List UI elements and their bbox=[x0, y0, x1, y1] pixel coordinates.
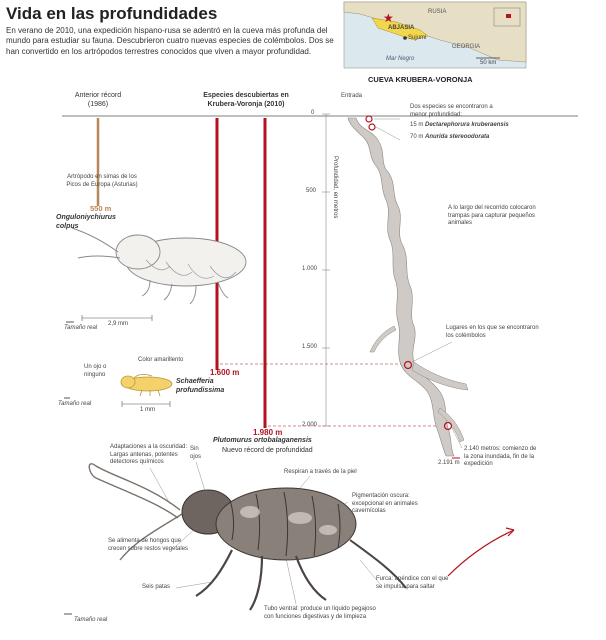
plutomurus-name: Plutomurus ortobalaganensis bbox=[213, 437, 312, 444]
two-species-note: Dos especies se encontraron a menor profundidad: bbox=[410, 104, 493, 118]
map-scale-label: 50 km bbox=[480, 60, 497, 66]
plutomurus-depth: 1.980 m bbox=[253, 428, 283, 437]
traps-note: A lo largo del recorrido colocaron trampas para capturar pequeños animales bbox=[448, 205, 536, 226]
depth-axis bbox=[322, 114, 330, 426]
depth-axis-label: Profundidad, en metros bbox=[332, 156, 338, 219]
depth-tick-1000: 1.000 bbox=[302, 266, 318, 272]
sujumi-dot bbox=[403, 36, 407, 40]
cave-marker-15m bbox=[366, 116, 372, 122]
anatomy-pigmentation: Pigmentación oscura: excepcional en animales cavernícolas bbox=[352, 493, 418, 514]
anatomy-feeds: Se alimenta de hongos que crecen sobre restos vegetales bbox=[108, 538, 189, 552]
onguloni-habitat: Artrópodo en simas de los Picos de Europa (Asturias) bbox=[66, 174, 138, 188]
map-label-sujumi: Sujumi bbox=[408, 35, 427, 41]
map-label-russia: RUSIA bbox=[428, 9, 447, 15]
schaefferia-depth: 1.600 m bbox=[210, 368, 240, 377]
onguloni-name: Onguloniychiurus colpus bbox=[56, 214, 116, 230]
page-title: Vida en las profundidades bbox=[6, 4, 218, 23]
map-label-georgia: GEORGIA bbox=[452, 44, 481, 50]
cave-profile bbox=[348, 118, 468, 456]
onguloniychiurus-illustration bbox=[66, 228, 246, 322]
new-species-heading: Especies descubiertas en Krubera-Voronja (2010) bbox=[203, 92, 289, 108]
cave-bottom-depth: 2.191 m bbox=[438, 460, 460, 466]
anatomy-furca: Furca: apéndice con el que se impulsa para saltar bbox=[376, 576, 449, 590]
onguloni-depth: 550 m bbox=[90, 204, 112, 213]
intro-text: En verano de 2010, una expedición hispano-rusa se adentró en la cueva más profunda del mundo para estudiar su fauna. Descubrieron cuatro nuevas especies de colémbolos. Dos se han convertido en los artrópodos terrestres conocidos que viven a mayor profundidad. bbox=[6, 26, 334, 56]
schaefferia-real-size: Tamaño real bbox=[58, 401, 92, 407]
schaefferia-name: Schaefferia profundissima bbox=[176, 378, 225, 394]
anatomy-six-legs: Seis patas bbox=[142, 584, 171, 590]
depth-tick-500: 500 bbox=[306, 188, 317, 194]
anatomy-breathes: Respiran a través de la piel bbox=[284, 469, 357, 475]
depth-tick-1500: 1.500 bbox=[302, 344, 318, 350]
depth-tick-0: 0 bbox=[311, 110, 315, 116]
plutomurus-real-size: Tamaño real bbox=[74, 617, 108, 623]
depth-tick-2000: 2.000 bbox=[302, 422, 318, 428]
leader-70m bbox=[376, 127, 400, 140]
anatomy-adaptations: Adaptaciones a la oscuridad: Largas antenas, potentes detectores químicos bbox=[110, 444, 188, 465]
cave-marker-70m bbox=[369, 124, 375, 130]
map-label-sea: Mar Negro bbox=[386, 56, 415, 62]
previous-record-heading: Anterior récord (1986) bbox=[74, 92, 122, 108]
map-label-abjasia: ABJASIA bbox=[388, 25, 415, 31]
leader-places bbox=[412, 342, 452, 362]
flooded-note: 2.140 metros: comienzo de la zona inundada, fin de la expedición bbox=[464, 446, 537, 467]
cave-entrance-label: Entrada bbox=[341, 93, 363, 99]
cave-name: CUEVA KRUBERA-VORONJA bbox=[368, 75, 473, 84]
map-inset-marker bbox=[506, 14, 511, 18]
places-note: Lugares en los que se encontraron los colémbolos bbox=[446, 325, 539, 339]
schaefferia-eyes: Un ojo o ninguno bbox=[84, 364, 107, 378]
anatomy-no-eyes: Sin ojos bbox=[190, 446, 202, 460]
species-70m: 70 m Anurida stereoodorata bbox=[410, 134, 490, 140]
onguloni-real-size: Tamaño real bbox=[64, 325, 98, 331]
schaefferia-scale: 1 mm bbox=[140, 407, 155, 413]
species-15m: 15 m Dectarephorura kruberaensis bbox=[410, 122, 509, 128]
plutomurus-record: Nuevo récord de profundidad bbox=[222, 447, 313, 454]
cave-star-icon: ★ bbox=[383, 11, 394, 25]
anatomy-ventral-tube: Tubo ventral: produce un líquido pegajoso con funciones digestivas y de limpieza bbox=[264, 606, 376, 620]
onguloni-scale: 2,9 mm bbox=[108, 321, 129, 327]
schaefferia-color-note: Color amarillento bbox=[138, 357, 184, 363]
